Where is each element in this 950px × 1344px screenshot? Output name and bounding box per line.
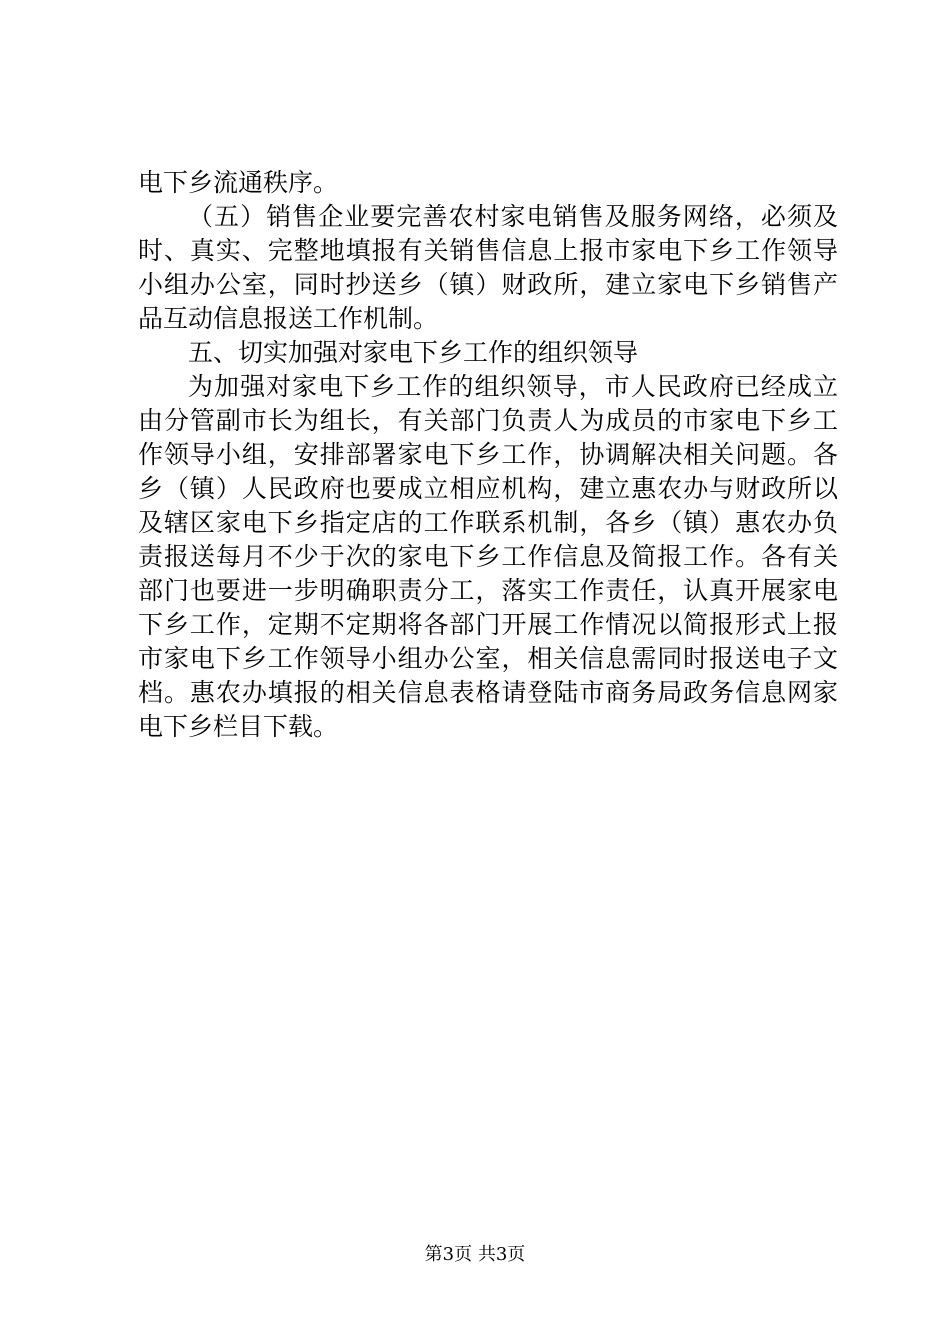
page-number-footer: 第3页 共3页 — [424, 1244, 526, 1265]
text-line: 品互动信息报送工作机制。 — [138, 304, 439, 333]
text-line: 小组办公室，同时抄送乡（镇）财政所，建立家电下乡销售产 — [138, 270, 838, 299]
text-line: 作领导小组，安排部署家电下乡工作，协调解决相关问题。各 — [138, 440, 838, 469]
text-line: 及辖区家电下乡指定店的工作联系机制，各乡（镇）惠农办负 — [138, 508, 838, 537]
text-line: 责报送每月不少于次的家电下乡工作信息及简报工作。各有关 — [138, 542, 838, 571]
text-line: 乡（镇）人民政府也要成立相应机构，建立惠农办与财政所以 — [138, 474, 838, 503]
text-line: 电下乡栏目下载。 — [138, 712, 339, 741]
text-line: 档。惠农办填报的相关信息表格请登陆市商务局政务信息网家 — [138, 678, 838, 707]
text-line: 电下乡流通秩序。 — [138, 168, 339, 197]
text-line: 时、真实、完整地填报有关销售信息上报市家电下乡工作领导 — [138, 236, 838, 265]
text-line: 部门也要进一步明确职责分工，落实工作责任，认真开展家电 — [138, 576, 838, 605]
text-line: 由分管副市长为组长，有关部门负责人为成员的市家电下乡工 — [138, 406, 838, 435]
section-heading: 五、切实加强对家电下乡工作的组织领导 — [188, 338, 639, 367]
text-line: （五）销售企业要完善农村家电销售及服务网络，必须及 — [188, 202, 838, 231]
text-line: 下乡工作，定期不定期将各部门开展工作情况以简报形式上报 — [138, 610, 838, 639]
text-line: 市家电下乡工作领导小组办公室，相关信息需同时报送电子文 — [138, 644, 838, 673]
text-line: 为加强对家电下乡工作的组织领导，市人民政府已经成立 — [188, 372, 838, 401]
body-text — [138, 166, 838, 744]
